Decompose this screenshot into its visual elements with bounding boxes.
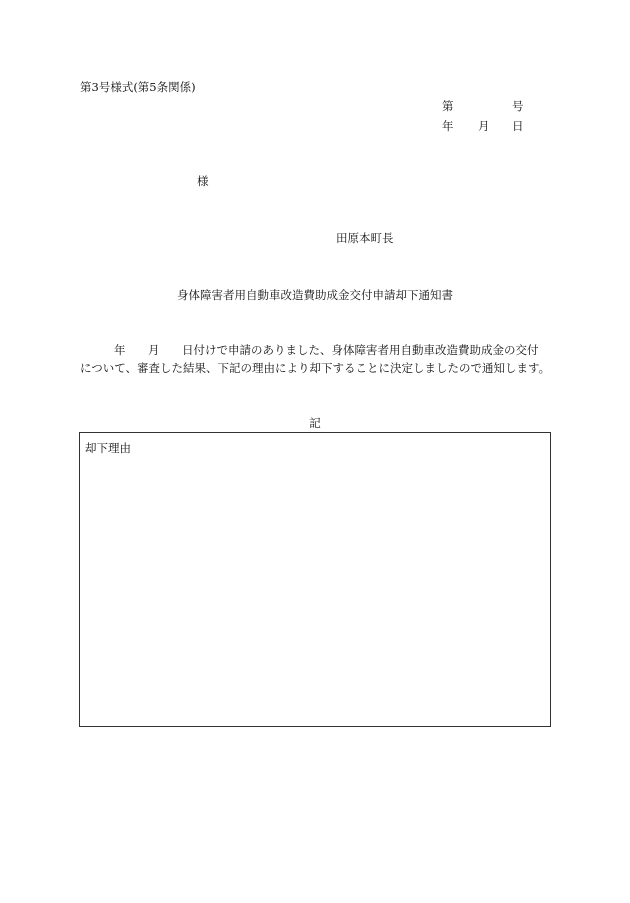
document-number-suffix: 号: [512, 99, 524, 113]
addressee-honorific: 様: [197, 174, 209, 188]
document-title: 身体障害者用自動車改造費助成金交付申請却下通知書: [177, 288, 453, 302]
body-line-1-text: 日付けで申請のありました、身体障害者用自動車改造費助成金の交付: [182, 343, 539, 357]
issue-date-day: 日: [512, 119, 524, 133]
body-month-label: 月: [148, 343, 160, 357]
body-text-line-2: について、審査した結果、下記の理由により却下することに決定しましたので通知します。: [80, 361, 551, 375]
issue-date-month: 月: [478, 119, 490, 133]
body-year-label: 年: [114, 343, 126, 357]
sender-name: 田原本町長: [336, 231, 394, 245]
document-number-prefix: 第: [442, 99, 454, 113]
issue-date-year: 年: [442, 119, 454, 133]
form-number: 第3号様式(第5条関係): [80, 80, 196, 94]
rejection-reason-box: [79, 432, 551, 727]
ki-heading: 記: [309, 416, 321, 430]
rejection-reason-label: 却下理由: [85, 441, 131, 455]
